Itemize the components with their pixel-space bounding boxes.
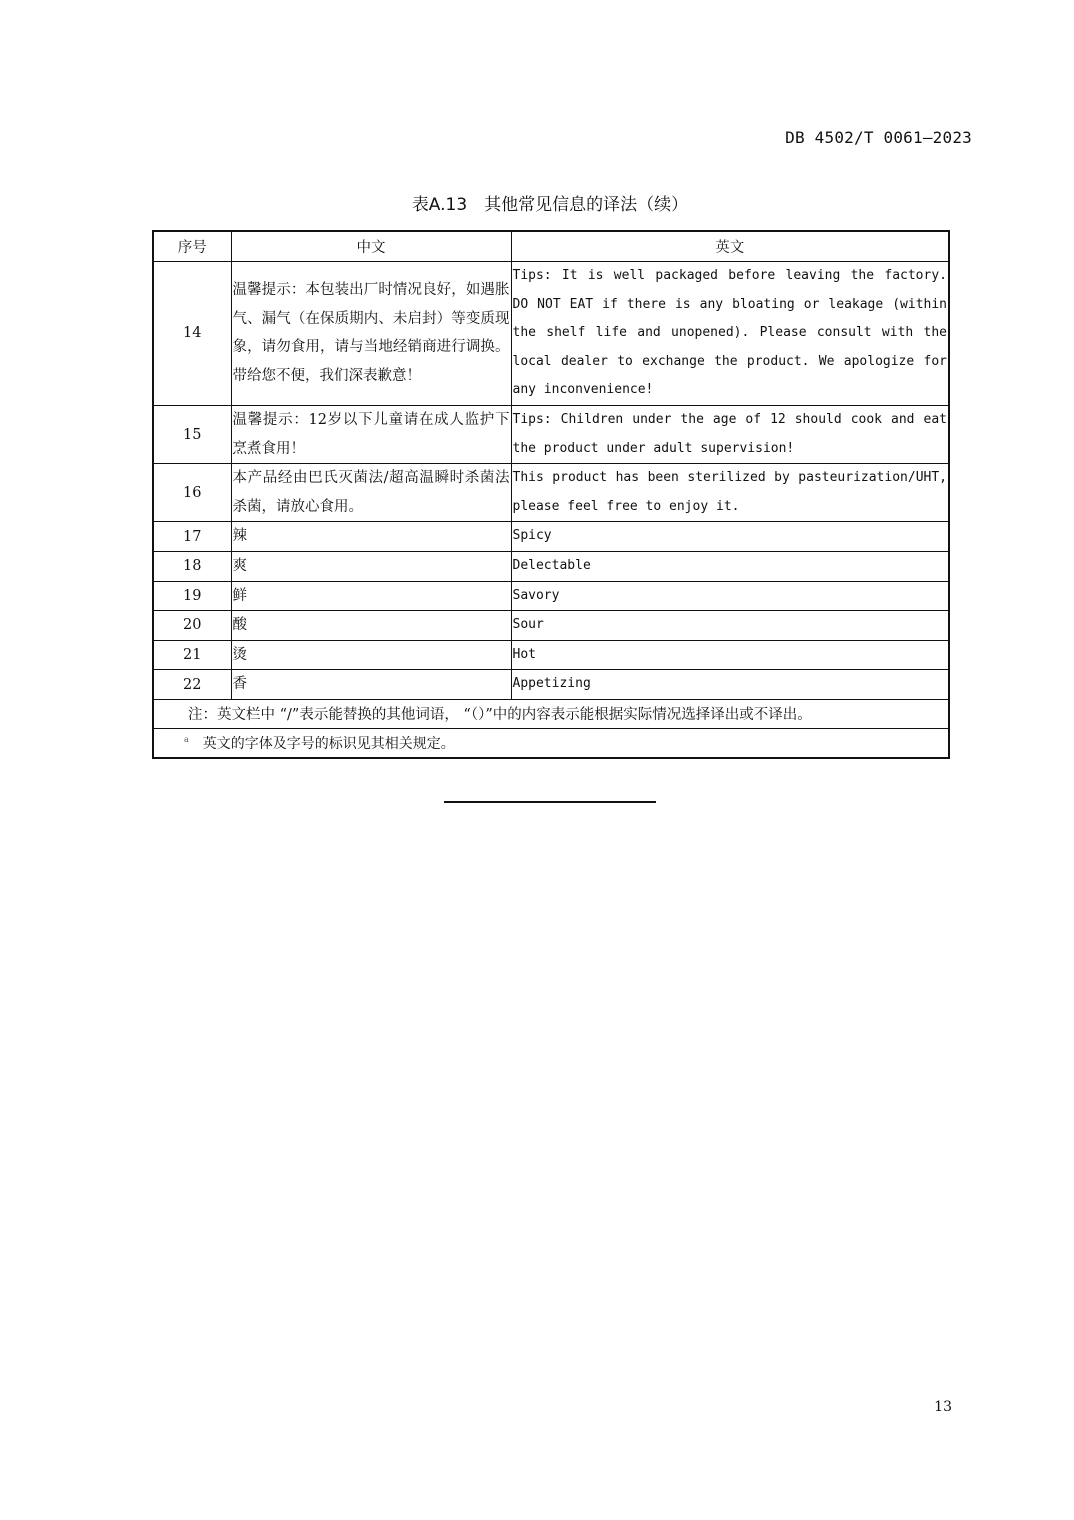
english-cell: Delectable — [511, 551, 949, 581]
chinese-cell: 烫 — [231, 640, 511, 670]
footnote-marker: a — [184, 735, 189, 745]
row-number: 19 — [153, 581, 231, 611]
english-cell: Tips: Children under the age of 12 should cook and eat the product under adult supervision! — [511, 405, 949, 463]
row-number: 21 — [153, 640, 231, 670]
chinese-cell: 温馨提示：12岁以下儿童请在成人监护下烹煮食用！ — [231, 405, 511, 463]
table-row — [153, 464, 949, 522]
table-row — [153, 611, 949, 641]
english-cell: Spicy — [511, 522, 949, 552]
english-cell: Savory — [511, 581, 949, 611]
table-title: 表A.13 其他常见信息的译法（续） — [411, 195, 689, 215]
english-cell: Appetizing — [511, 670, 949, 700]
end-rule — [444, 801, 656, 803]
table-header-row — [153, 231, 949, 262]
table-footnote — [153, 728, 949, 758]
english-cell: Tips: It is well packaged before leaving the factory. DO NOT EAT if there is any bloating or leakage (within the shelf life and unopened). Please consult with the local dealer to exchange the product. We apologize for any inconvenience! — [511, 262, 949, 406]
chinese-cell: 爽 — [231, 551, 511, 581]
chinese-cell: 香 — [231, 670, 511, 700]
table-footnote-row — [153, 728, 949, 758]
chinese-cell: 温馨提示：本包装出厂时情况良好，如遇胀气、漏气（在保质期内、未启封）等变质现象，请勿食用，请与当地经销商进行调换。带给您不便，我们深表歉意！ — [231, 262, 511, 406]
chinese-cell: 本产品经由巴氏灭菌法/超高温瞬时杀菌法杀菌，请放心食用。 — [231, 464, 511, 522]
row-number: 14 — [153, 262, 231, 406]
table-row — [153, 262, 949, 406]
table-row — [153, 581, 949, 611]
row-number: 17 — [153, 522, 231, 552]
translation-table — [152, 230, 950, 759]
row-number: 20 — [153, 611, 231, 641]
english-cell: Sour — [511, 611, 949, 641]
table-row — [153, 640, 949, 670]
row-number: 22 — [153, 670, 231, 700]
document-id: DB 4502/T 0061—2023 — [785, 128, 972, 147]
english-cell: This product has been sterilized by pasteurization/UHT, please feel free to enjoy it. — [511, 464, 949, 522]
footnote-text: 英文的字体及字号的标识见其相关规定。 — [202, 735, 455, 752]
table-note: 注：英文栏中 “/”表示能替换的其他词语， “（）”中的内容表示能根据实际情况选择译出或不译出。 — [153, 699, 949, 728]
chinese-cell: 鲜 — [231, 581, 511, 611]
table-row — [153, 670, 949, 700]
table-row — [153, 551, 949, 581]
column-header-chinese: 中文 — [231, 231, 511, 262]
column-header-english: 英文 — [511, 231, 949, 262]
row-number: 16 — [153, 464, 231, 522]
column-header-number: 序号 — [153, 231, 231, 262]
chinese-cell: 酸 — [231, 611, 511, 641]
row-number: 18 — [153, 551, 231, 581]
table-row — [153, 405, 949, 463]
table-note-row — [153, 699, 949, 728]
english-cell: Hot — [511, 640, 949, 670]
row-number: 15 — [153, 405, 231, 463]
page-number: 13 — [934, 1399, 952, 1415]
chinese-cell: 辣 — [231, 522, 511, 552]
table-row — [153, 522, 949, 552]
